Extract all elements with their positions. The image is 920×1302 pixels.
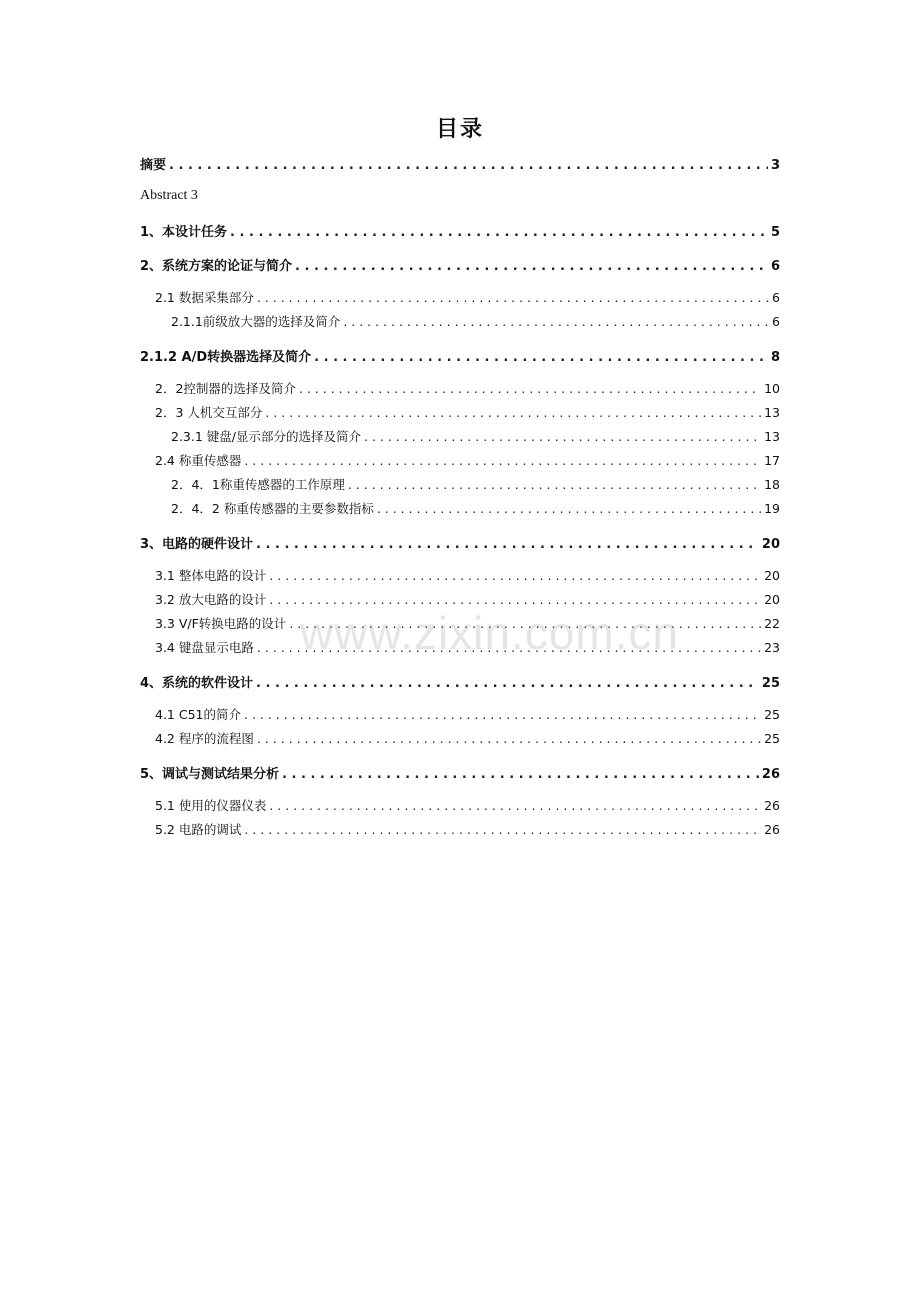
toc-entry[interactable] [171,499,780,519]
dot-leader [256,537,759,552]
dot-leader [244,453,761,468]
toc-entry-label: 2.1.2 A/D转换器选择及简介 [140,350,312,365]
toc-entry-page: 13 [764,429,780,444]
toc-entry-label: 4.2 程序的流程图 [155,731,254,746]
toc-entry-page: 26 [764,822,780,837]
toc-entry[interactable] [140,672,780,692]
toc-entry[interactable] [171,475,780,495]
dot-leader [295,259,768,274]
toc-entry[interactable] [140,346,780,366]
toc-entry[interactable] [140,763,780,783]
toc-entry-page: 19 [764,501,780,516]
toc-entry-page: 25 [764,731,780,746]
dot-leader [299,381,761,396]
dot-leader [265,405,761,420]
toc-entry-page: 6 [772,314,780,329]
toc-entry[interactable] [155,288,780,308]
toc-entry-label: 3、电路的硬件设计 [140,537,254,552]
toc-entry[interactable] [171,312,780,332]
toc-entry-label: 5.1 使用的仪器仪表 [155,798,267,813]
dot-leader [257,731,761,746]
toc-entry[interactable] [155,729,780,749]
toc-entry[interactable] [155,451,780,471]
dot-leader [364,429,761,444]
abstract-line[interactable]: Abstract 3 [140,188,198,203]
toc-entry-label: 2．3 人机交互部分 [155,405,263,420]
toc-entry-page: 5 [770,225,780,240]
toc-entry[interactable] [155,566,780,586]
toc-entry-page: 20 [764,592,780,607]
toc-entry[interactable] [171,427,780,447]
dot-leader [269,798,761,813]
toc-entry-label: 4.1 C51的简介 [155,707,241,722]
toc-entry[interactable] [155,403,780,423]
dot-leader [244,707,761,722]
toc-entry-label: 2.1 数据采集部分 [155,290,254,305]
toc-entry-page: 23 [764,640,780,655]
toc-entry-page: 3 [770,158,780,173]
toc-entry-page: 26 [761,767,780,782]
dot-leader [269,568,761,583]
dot-leader [230,225,768,240]
watermark: www.zixin.com.cn [300,607,679,659]
toc-title: 目录 [435,117,484,142]
toc-entry-label: 2.4 称重传感器 [155,453,242,468]
toc-entry-page: 13 [764,405,780,420]
dot-leader [269,592,761,607]
toc-entry[interactable] [155,590,780,610]
toc-entry-label: 摘要 [140,158,167,173]
toc-entry-label: 3.2 放大电路的设计 [155,592,267,607]
toc-entry-page: 20 [764,568,780,583]
toc-entry-label: 4、系统的软件设计 [140,676,254,691]
dot-leader [289,616,761,631]
dot-leader [257,290,769,305]
toc-entry-page: 6 [772,290,780,305]
toc-entry-page: 25 [764,707,780,722]
dot-leader [348,477,761,492]
dot-leader [169,158,768,173]
toc-entry-label: 5、调试与测试结果分析 [140,767,280,782]
toc-entry-page: 6 [770,259,780,274]
toc-entry[interactable] [155,379,780,399]
toc-entry[interactable] [155,796,780,816]
toc-entry[interactable] [140,533,780,553]
toc-entry-page: 26 [764,798,780,813]
dot-leader [282,767,759,782]
toc-entry-label: 2．4．2 称重传感器的主要参数指标 [171,501,374,516]
toc-entry-label: 3.3 V/F转换电路的设计 [155,616,287,631]
toc-entry[interactable] [140,221,780,241]
toc-entry[interactable] [155,638,780,658]
toc-entry[interactable] [155,820,780,840]
toc-entry-label: 2.1.1前级放大器的选择及简介 [171,314,341,329]
toc-entry-label: 2.3.1 键盘/显示部分的选择及简介 [171,429,361,444]
toc-entry-page: 10 [764,381,780,396]
toc-entry-page: 8 [770,350,780,365]
toc-entry-page: 25 [761,676,780,691]
toc-entry-label: 5.2 电路的调试 [155,822,242,837]
toc-entry[interactable] [140,154,780,174]
dot-leader [256,676,759,691]
toc-entry-label: 3.1 整体电路的设计 [155,568,267,583]
toc-entry-page: 22 [764,616,780,631]
dot-leader [343,314,769,329]
toc-entry-page: 17 [764,453,780,468]
toc-entry[interactable] [155,614,780,634]
toc-entry-label: 2．2控制器的选择及简介 [155,381,296,396]
dot-leader [257,640,761,655]
toc-entry-label: 2．4．1称重传感器的工作原理 [171,477,345,492]
dot-leader [314,350,768,365]
dot-leader [244,822,761,837]
toc-entry-label: 3.4 键盘显示电路 [155,640,254,655]
toc-entry-page: 18 [764,477,780,492]
toc-entry-label: 1、本设计任务 [140,225,228,240]
toc-entry-page: 20 [761,537,780,552]
toc-entry[interactable] [155,705,780,725]
dot-leader [377,501,761,516]
toc-entry[interactable] [140,255,780,275]
toc-entry-label: 2、系统方案的论证与简介 [140,259,293,274]
